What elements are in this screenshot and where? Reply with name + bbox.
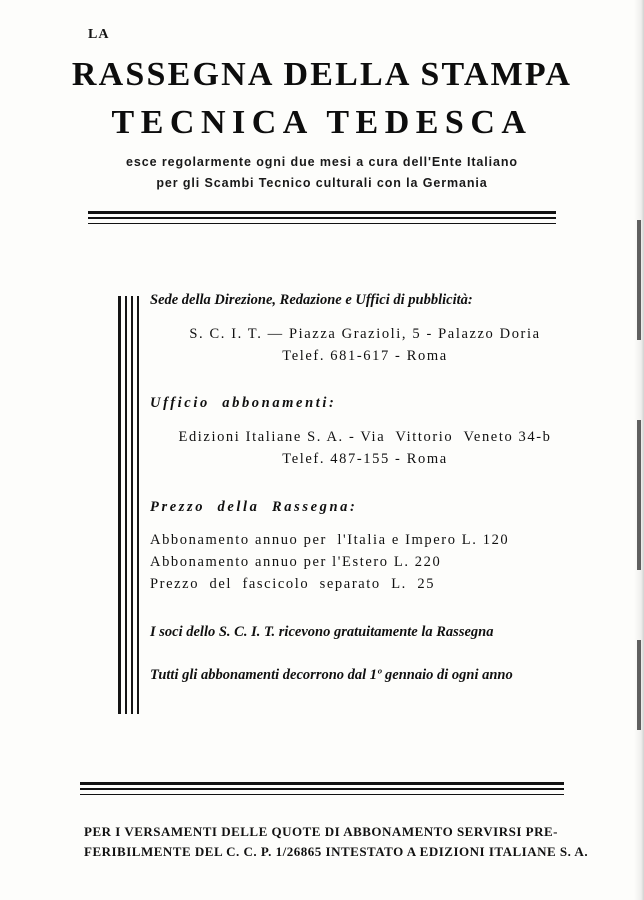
divider-rule-thin — [88, 217, 556, 219]
footer-note — [84, 822, 589, 862]
masthead-subtitle-line-1: esce regolarmente ogni due mesi a cura dell'Ente Italiano — [126, 155, 518, 169]
masthead-title-line-1: RASSEGNA DELLA STAMPA — [71, 56, 573, 93]
divider-rule-thin — [88, 223, 556, 225]
members-note: I soci dello S. C. I. T. ricevono gratuitamente la Rassegna — [150, 623, 494, 640]
scan-artifact — [637, 220, 641, 340]
subscriptions-heading: Ufficio abbonamenti: — [150, 395, 337, 412]
masthead-prefix-label: LA — [88, 27, 110, 42]
office-heading: Sede della Direzione, Redazione e Uffici di pubblicità: — [150, 292, 473, 308]
divider-rule-thin — [80, 794, 564, 796]
price-heading: Prezzo della Rassegna: — [150, 498, 358, 515]
vertical-rule — [125, 296, 127, 714]
vertical-rule — [118, 296, 121, 714]
vertical-rule — [137, 296, 139, 714]
masthead-title-line-2: TECNICA TEDESCA — [111, 104, 533, 141]
scan-artifact — [637, 640, 641, 730]
footer-line-2: FERIBILMENTE DEL C. C. P. 1/26865 INTESTATO A EDIZIONI ITALIANE S. A. — [84, 844, 589, 860]
footer-line-1: PER I VERSAMENTI DELLE QUOTE DI ABBONAMENTO SERVIRSI PRE- — [84, 824, 558, 839]
office-phone: Telef. 681-617 - Roma — [282, 347, 448, 364]
subscriptions-address: Edizioni Italiane S. A. - Via Vittorio Veneto 34-b — [178, 429, 552, 445]
price-abroad: Abbonamento annuo per l'Estero L. 220 — [150, 554, 442, 570]
info-block — [150, 290, 580, 687]
masthead-subtitle-line-2: per gli Scambi Tecnico culturali con la Germania — [156, 176, 488, 190]
vertical-rule — [131, 296, 133, 714]
office-address: S. C. I. T. — Piazza Grazioli, 5 - Palazzo Doria — [189, 325, 541, 342]
price-single-issue: Prezzo del fascicolo separato L. 25 — [150, 575, 436, 592]
terms-note: Tutti gli abbonamenti decorrono dal 1º gennaio di ogni anno — [150, 667, 513, 684]
divider-rule-thick — [80, 782, 564, 785]
divider-rule-thick — [88, 211, 556, 214]
vertical-rule-ornament — [118, 296, 139, 714]
header-divider-rules — [88, 211, 556, 224]
subscriptions-phone: Telef. 487-155 - Roma — [282, 450, 448, 467]
scan-artifact — [637, 420, 641, 570]
divider-rule-thin — [80, 788, 564, 790]
price-italy: Abbonamento annuo per l'Italia e Impero L. 120 — [150, 532, 510, 549]
footer-divider-rules — [80, 782, 564, 795]
